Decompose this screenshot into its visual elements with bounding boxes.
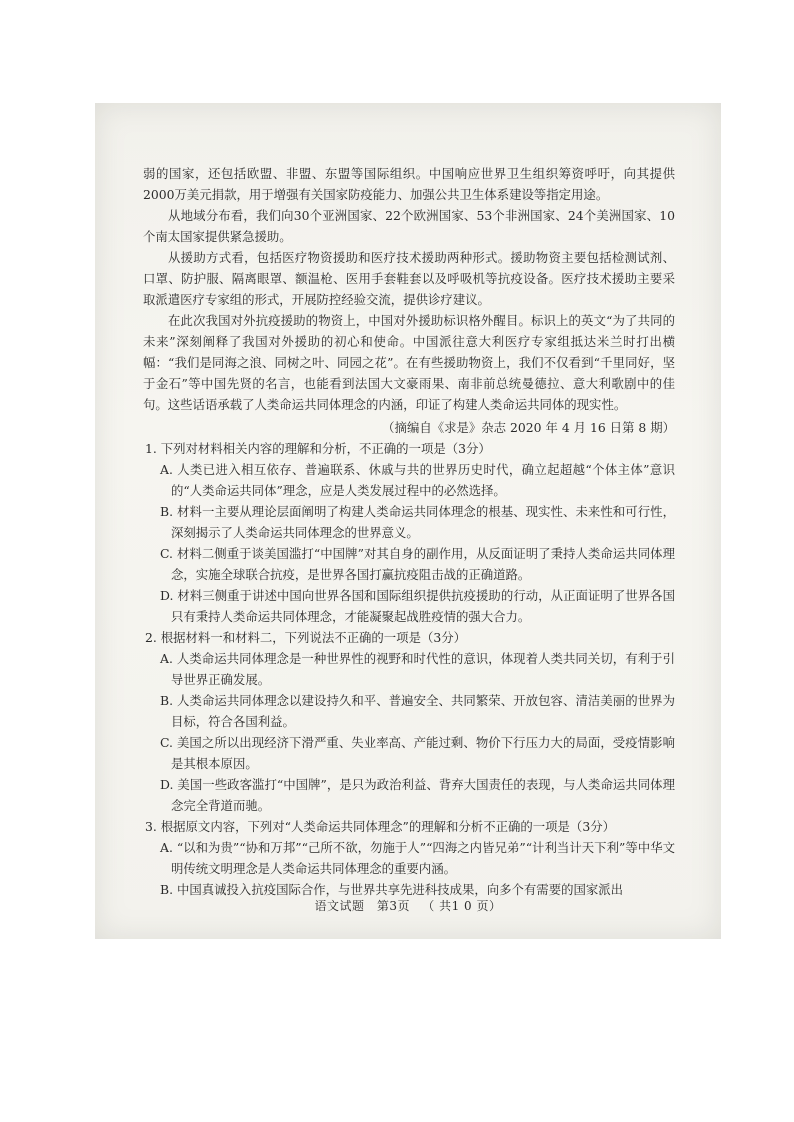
question-2-option-b: B. 人类命运共同体理念以建设持久和平、普遍安全、共同繁荣、开放包容、清洁美丽的世界为目标，符合各国利益。	[160, 693, 675, 729]
question-3-option-a: A. “以和为贵”“协和万邦”“己所不欲，勿施于人”“四海之内皆兄弟”“计利当计天下利”等中华文明传统文明理念是人类命运共同体理念的重要内涵。	[160, 840, 675, 876]
question-3-stem: 3. 根据原文内容，下列对“人类命运共同体理念”的理解和分析不正确的一项是（3分）	[145, 819, 615, 834]
footer-subject: 语文试题	[314, 899, 365, 913]
question-1-stem: 1. 下列对材料相关内容的理解和分析，不正确的一项是（3分）	[145, 441, 491, 456]
question-1-option-c: C. 材料二侧重于谈美国滥打“中国牌”对其自身的副作用，从反面证明了秉持人类命运共同体理念，实施全球联合抗疫，是世界各国打赢抗疫阻击战的正确道路。	[160, 546, 675, 582]
footer-page-number: 第3页	[376, 899, 410, 913]
article-paragraph-1: 弱的国家，还包括欧盟、非盟、东盟等国际组织。中国响应世界卫生组织筹资呼吁，向其提供2000万美元捐款，用于增强有关国家防疫能力、加强公共卫生体系建设等指定用途。	[143, 166, 675, 202]
question-3-option-b: B. 中国真诚投入抗疫国际合作，与世界共享先进科技成果，向多个有需要的国家派出	[160, 882, 624, 897]
question-2-option-d: D. 美国一些政客滥打“中国牌”，是只为政治利益、背弃大国责任的表现，与人类命运共同体理念完全背道而驰。	[160, 777, 675, 813]
article-paragraph-2: 从地域分布看，我们向30个亚洲国家、22个欧洲国家、53个非洲国家、24个美洲国家、10个南太国家提供紧急援助。	[143, 208, 675, 244]
question-1-option-d: D. 材料三侧重于讲述中国向世界各国和国际组织提供抗疫援助的行动，从正面证明了世界各国只有秉持人类命运共同体理念，才能凝聚起战胜疫情的强大合力。	[160, 588, 675, 624]
scanned-page-photo	[95, 103, 721, 939]
question-1-option-a: A. 人类已进入相互依存、普遍联系、休戚与共的世界历史时代，确立起超越“个体主体”意识的“人类命运共同体”理念，应是人类发展过程中的必然选择。	[160, 462, 675, 498]
question-2-option-a: A. 人类命运共同体理念是一种世界性的视野和时代性的意识，体现着人类共同关切，有利于引导世界正确发展。	[160, 651, 675, 687]
article-source: （摘编自《求是》杂志 2020 年 4 月 16 日第 8 期）	[382, 420, 675, 435]
question-2-stem: 2. 根据材料一和材料二，下列说法不正确的一项是（3分）	[145, 630, 467, 645]
article-paragraph-4: 在此次我国对外抗疫援助的物资上，中国对外援助标识格外醒目。标识上的英文“为了共同的未来”深刻阐释了我国对外援助的初心和使命。中国派往意大利医疗专家组抵达米兰时打出横幅：“我们是同海之浪、同树之叶、同园之花”。在有些援助物资上，我们不仅看到“千里同好，坚于金石”等中国先贤的名言，也能看到法国大文豪雨果、南非前总统曼德拉、意大利歌剧中的佳句。这些话语承载了人类命运共同体理念的内涵，印证了构建人类命运共同体的现实性。	[143, 313, 675, 412]
article-paragraph-3: 从援助方式看，包括医疗物资援助和医疗技术援助两种形式。援助物资主要包括检测试剂、口罩、防护服、隔离眼罩、额温枪、医用手套鞋套以及呼吸机等抗疫设备。医疗技术援助主要采取派遣医疗专家组的形式，开展防控经验交流，提供诊疗建议。	[143, 250, 675, 307]
question-2-option-c: C. 美国之所以出现经济下滑严重、失业率高、产能过剩、物价下行压力大的局面，受疫情影响是其根本原因。	[160, 735, 675, 771]
question-1-option-b: B. 材料一主要从理论层面阐明了构建人类命运共同体理念的根基、现实性、未来性和可行性，深刻揭示了人类命运共同体理念的世界意义。	[160, 504, 675, 540]
footer-total-pages: （ 共1 0 页）	[422, 899, 502, 913]
exam-page-body	[143, 163, 675, 900]
page-footer	[95, 897, 721, 914]
